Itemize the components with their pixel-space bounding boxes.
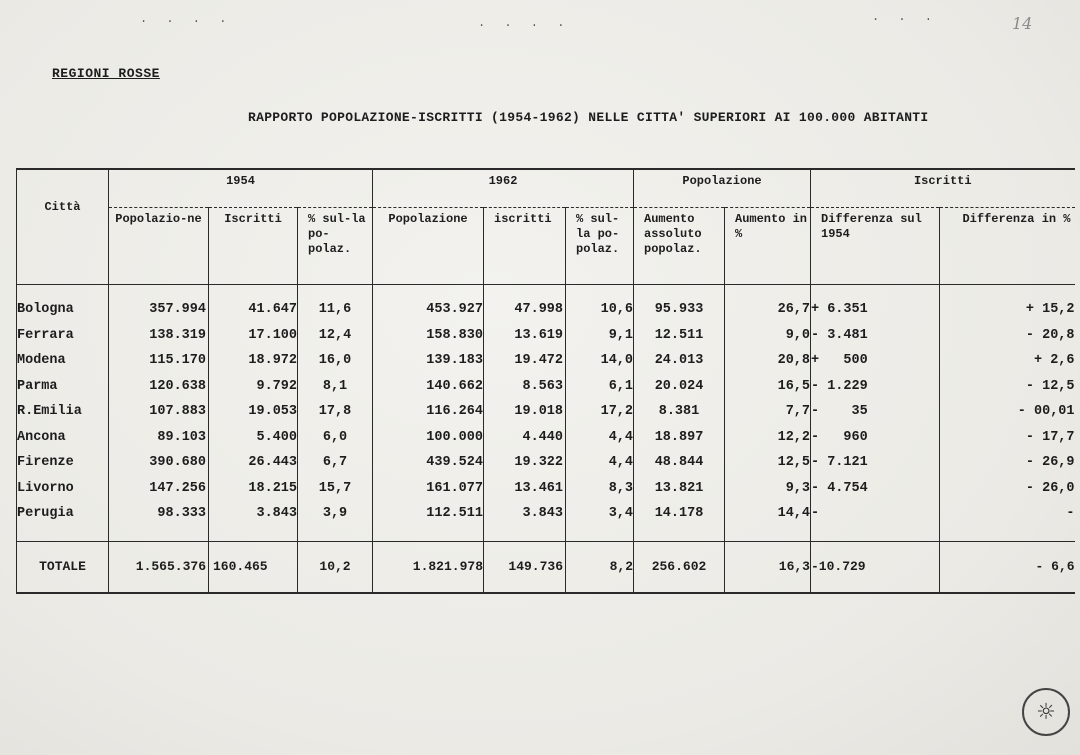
- cell-city: R.Emilia: [17, 399, 109, 425]
- table-row: [17, 374, 1075, 400]
- cell-iscritti-1954: 9.792: [209, 374, 298, 400]
- group-header-iscritti: Iscritti: [811, 169, 1075, 208]
- cell-iscritti-1962: 13.461: [484, 476, 566, 502]
- col-header-differenza-pct: Differenza in %: [940, 208, 1075, 285]
- cell-pct-1954: 3,9: [298, 501, 373, 541]
- total-differenza-pct: - 6,6: [940, 541, 1075, 593]
- cell-differenza-pct: - 26,9: [940, 450, 1075, 476]
- cell-differenza: - 1.229: [811, 374, 940, 400]
- total-aumento-assoluto: 256.602: [634, 541, 725, 593]
- cell-pop-1962: 439.524: [373, 450, 484, 476]
- cell-pct-1962: 17,2: [566, 399, 634, 425]
- cell-differenza-pct: + 15,2: [940, 285, 1075, 323]
- group-header-popolazione: Popolazione: [634, 169, 811, 208]
- group-header-1962: 1962: [373, 169, 634, 208]
- col-header-aumento-assoluto: Aumento assoluto popolaz.: [634, 208, 725, 285]
- cell-aumento-assoluto: 13.821: [634, 476, 725, 502]
- cell-differenza: - 7.121: [811, 450, 940, 476]
- total-pop-1954: 1.565.376: [109, 541, 209, 593]
- cell-pop-1954: 147.256: [109, 476, 209, 502]
- cell-differenza: - 960: [811, 425, 940, 451]
- cell-differenza-pct: + 2,6: [940, 348, 1075, 374]
- cell-differenza: + 500: [811, 348, 940, 374]
- cell-differenza: - 35: [811, 399, 940, 425]
- cell-pop-1962: 139.183: [373, 348, 484, 374]
- cell-aumento-pct: 16,5: [725, 374, 811, 400]
- cell-aumento-assoluto: 48.844: [634, 450, 725, 476]
- col-header-pop-1954: Popolazio-ne: [109, 208, 209, 285]
- cell-iscritti-1954: 3.843: [209, 501, 298, 541]
- cell-pop-1962: 453.927: [373, 285, 484, 323]
- cell-city: Livorno: [17, 476, 109, 502]
- table-row: [17, 450, 1075, 476]
- cell-differenza: + 6.351: [811, 285, 940, 323]
- total-pop-1962: 1.821.978: [373, 541, 484, 593]
- cell-differenza-pct: - 26,0: [940, 476, 1075, 502]
- cell-pop-1954: 138.319: [109, 323, 209, 349]
- cell-iscritti-1962: 3.843: [484, 501, 566, 541]
- cell-aumento-pct: 9,0: [725, 323, 811, 349]
- cell-city: Parma: [17, 374, 109, 400]
- cell-aumento-pct: 12,2: [725, 425, 811, 451]
- cell-city: Ancona: [17, 425, 109, 451]
- cell-iscritti-1954: 26.443: [209, 450, 298, 476]
- cell-pop-1962: 116.264: [373, 399, 484, 425]
- cell-pct-1954: 8,1: [298, 374, 373, 400]
- cell-aumento-pct: 20,8: [725, 348, 811, 374]
- table-total-row: [17, 541, 1075, 593]
- table-row: [17, 425, 1075, 451]
- cell-aumento-pct: 26,7: [725, 285, 811, 323]
- cell-pct-1962: 3,4: [566, 501, 634, 541]
- cell-city: Modena: [17, 348, 109, 374]
- total-pct-1954: 10,2: [298, 541, 373, 593]
- cell-pct-1962: 6,1: [566, 374, 634, 400]
- cell-aumento-assoluto: 12.511: [634, 323, 725, 349]
- city-column-header: Città: [17, 169, 109, 285]
- col-header-pct-1962: % sul-la po-polaz.: [566, 208, 634, 285]
- table-row: [17, 476, 1075, 502]
- total-iscritti-1962: 149.736: [484, 541, 566, 593]
- cell-differenza-pct: - 20,8: [940, 323, 1075, 349]
- cell-iscritti-1954: 17.100: [209, 323, 298, 349]
- cell-pop-1962: 158.830: [373, 323, 484, 349]
- table-row: [17, 285, 1075, 323]
- col-header-pop-1962: Popolazione: [373, 208, 484, 285]
- cell-pop-1962: 100.000: [373, 425, 484, 451]
- cell-pop-1962: 112.511: [373, 501, 484, 541]
- cell-pct-1962: 9,1: [566, 323, 634, 349]
- cell-pct-1962: 14,0: [566, 348, 634, 374]
- total-pct-1962: 8,2: [566, 541, 634, 593]
- cell-aumento-assoluto: 24.013: [634, 348, 725, 374]
- table-row: [17, 348, 1075, 374]
- col-header-iscritti-1962: iscritti: [484, 208, 566, 285]
- cell-aumento-assoluto: 95.933: [634, 285, 725, 323]
- cell-pop-1962: 140.662: [373, 374, 484, 400]
- paper-speck: . . . .: [140, 12, 233, 26]
- cell-aumento-pct: 12,5: [725, 450, 811, 476]
- col-header-aumento-pct: Aumento in %: [725, 208, 811, 285]
- col-header-iscritti-1954: Iscritti: [209, 208, 298, 285]
- document-heading: REGIONI ROSSE: [52, 66, 160, 81]
- table-body: [17, 285, 1075, 542]
- cell-pop-1954: 107.883: [109, 399, 209, 425]
- cell-pop-1954: 89.103: [109, 425, 209, 451]
- cell-pct-1962: 4,4: [566, 450, 634, 476]
- cell-pct-1954: 6,0: [298, 425, 373, 451]
- cell-differenza: -: [811, 501, 940, 541]
- total-label: TOTALE: [17, 541, 109, 593]
- total-aumento-pct: 16,3: [725, 541, 811, 593]
- cell-aumento-pct: 7,7: [725, 399, 811, 425]
- cell-differenza-pct: - 17,7: [940, 425, 1075, 451]
- cell-iscritti-1954: 19.053: [209, 399, 298, 425]
- cell-pct-1954: 11,6: [298, 285, 373, 323]
- cell-differenza-pct: - 12,5: [940, 374, 1075, 400]
- cell-aumento-assoluto: 18.897: [634, 425, 725, 451]
- cell-iscritti-1962: 19.472: [484, 348, 566, 374]
- table-row: [17, 501, 1075, 541]
- cell-differenza: - 4.754: [811, 476, 940, 502]
- cell-pct-1962: 8,3: [566, 476, 634, 502]
- cell-city: Firenze: [17, 450, 109, 476]
- cell-pop-1954: 98.333: [109, 501, 209, 541]
- cell-aumento-assoluto: 14.178: [634, 501, 725, 541]
- total-differenza: -10.729: [811, 541, 940, 593]
- group-header-1954: 1954: [109, 169, 373, 208]
- cell-iscritti-1962: 47.998: [484, 285, 566, 323]
- cell-city: Perugia: [17, 501, 109, 541]
- cell-pop-1954: 357.994: [109, 285, 209, 323]
- cell-city: Bologna: [17, 285, 109, 323]
- paper-speck: . . . .: [478, 16, 571, 30]
- cell-aumento-assoluto: 8.381: [634, 399, 725, 425]
- document-subtitle: RAPPORTO POPOLAZIONE-ISCRITTI (1954-1962) NELLE CITTA' SUPERIORI AI 100.000 ABITANTI: [248, 110, 929, 125]
- cell-differenza-pct: -: [940, 501, 1075, 541]
- archive-stamp-icon: ☼: [1022, 688, 1070, 736]
- cell-iscritti-1962: 19.018: [484, 399, 566, 425]
- total-iscritti-1954: 160.465: [209, 541, 298, 593]
- cell-iscritti-1954: 41.647: [209, 285, 298, 323]
- population-members-table: [16, 168, 1075, 594]
- cell-pop-1954: 120.638: [109, 374, 209, 400]
- cell-aumento-pct: 9,3: [725, 476, 811, 502]
- cell-iscritti-1954: 18.215: [209, 476, 298, 502]
- page-number: 14: [1012, 14, 1033, 33]
- cell-aumento-assoluto: 20.024: [634, 374, 725, 400]
- cell-iscritti-1962: 8.563: [484, 374, 566, 400]
- cell-iscritti-1962: 19.322: [484, 450, 566, 476]
- table-row: [17, 399, 1075, 425]
- col-header-differenza-1954: Differenza sul 1954: [811, 208, 940, 285]
- paper-speck: . . .: [872, 10, 939, 24]
- cell-differenza-pct: - 00,01: [940, 399, 1075, 425]
- cell-pop-1954: 115.170: [109, 348, 209, 374]
- table-row: [17, 323, 1075, 349]
- cell-pop-1962: 161.077: [373, 476, 484, 502]
- cell-pct-1954: 15,7: [298, 476, 373, 502]
- cell-pct-1954: 12,4: [298, 323, 373, 349]
- cell-pct-1954: 16,0: [298, 348, 373, 374]
- cell-pct-1954: 6,7: [298, 450, 373, 476]
- cell-pct-1954: 17,8: [298, 399, 373, 425]
- cell-iscritti-1954: 5.400: [209, 425, 298, 451]
- cell-city: Ferrara: [17, 323, 109, 349]
- cell-differenza: - 3.481: [811, 323, 940, 349]
- cell-iscritti-1954: 18.972: [209, 348, 298, 374]
- cell-pct-1962: 4,4: [566, 425, 634, 451]
- cell-pop-1954: 390.680: [109, 450, 209, 476]
- cell-iscritti-1962: 4.440: [484, 425, 566, 451]
- col-header-pct-1954: % sul-la po-polaz.: [298, 208, 373, 285]
- cell-pct-1962: 10,6: [566, 285, 634, 323]
- cell-iscritti-1962: 13.619: [484, 323, 566, 349]
- cell-aumento-pct: 14,4: [725, 501, 811, 541]
